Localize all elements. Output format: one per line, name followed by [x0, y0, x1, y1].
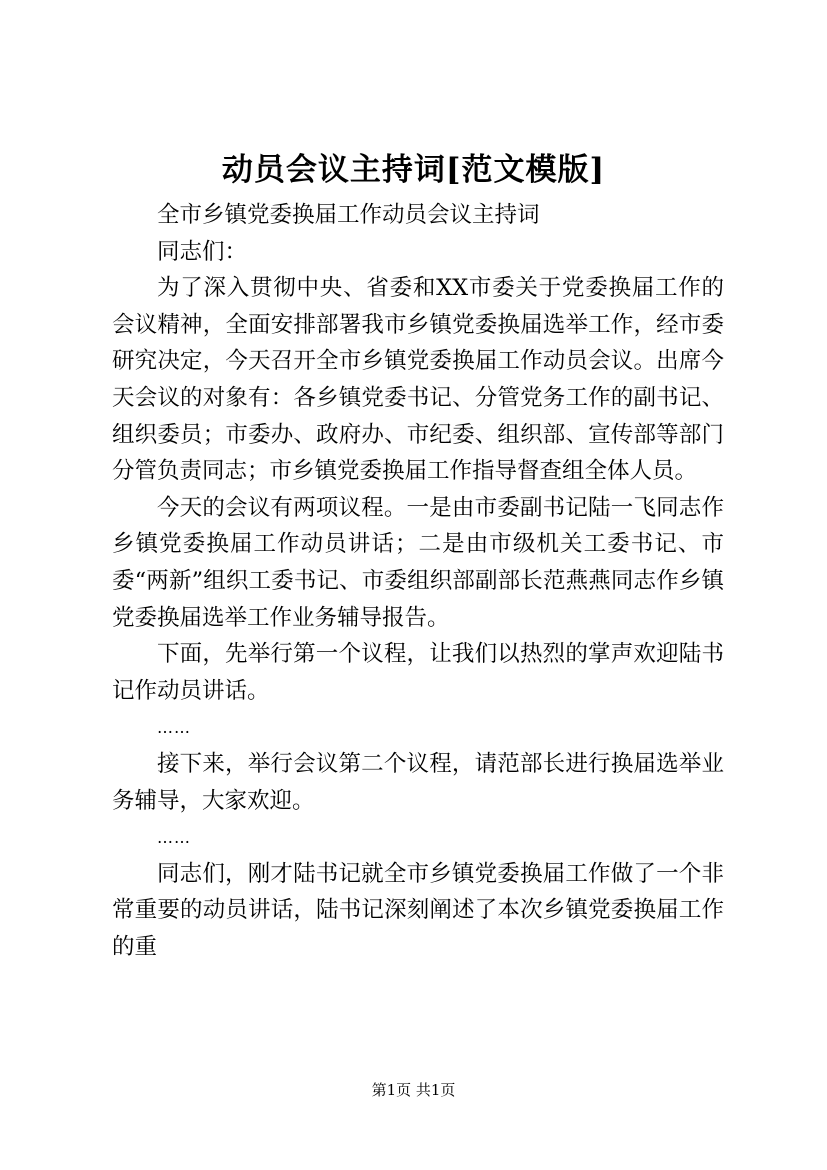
document-title: 动员会议主持词[范文模版] [221, 152, 606, 188]
ellipsis-mark: …… [157, 718, 191, 738]
paragraph-agenda: 今天的会议有两项议程。一是由市委副书记陆一飞同志作乡镇党委换届工作动员讲话；二是由市级机关工委书记、市委“两新”组织工委书记、市委组织部副部长范燕燕同志作乡镇党委换届选举工作业务辅导报告。 [112, 494, 724, 631]
paragraph-first-item: 下面，先举行第一个议程，让我们以热烈的掌声欢迎陆书记作动员讲话。 [112, 641, 724, 704]
subtitle-line: 全市乡镇党委换届工作动员会议主持词 [157, 202, 540, 228]
paragraph-second-item: 接下来，举行会议第二个议程，请范部长进行换届选举业务辅导，大家欢迎。 [112, 750, 724, 814]
paragraph-intro: 为了深入贯彻中央、省委和XX市委关于党委换届工作的会议精神，全面安排部署我市乡镇党委换届选举工作，经市委研究决定，今天召开全市乡镇党委换届工作动员会议。出席今天会议的对象有：各乡镇党委书记、分管党务工作的副书记、组织委员；市委办、政府办、市纪委、组织部、宣传部等部门分管负责同志；市乡镇党委换届工作指导督查组全体人员。 [112, 275, 724, 485]
document-body [112, 197, 724, 965]
salutation-line: 同志们： [157, 238, 248, 265]
ellipsis-line-1 [112, 709, 724, 746]
ellipsis-mark: …… [157, 827, 191, 847]
paragraph-closing: 同志们，刚才陆书记就全市乡镇党委换届工作做了一个非常重要的动员讲话，陆书记深刻阐述了本次乡镇党委换届工作的重 [112, 860, 724, 960]
page-number-footer: 第1页 共1页 [371, 1081, 456, 1099]
ellipsis-line-2 [112, 819, 724, 856]
